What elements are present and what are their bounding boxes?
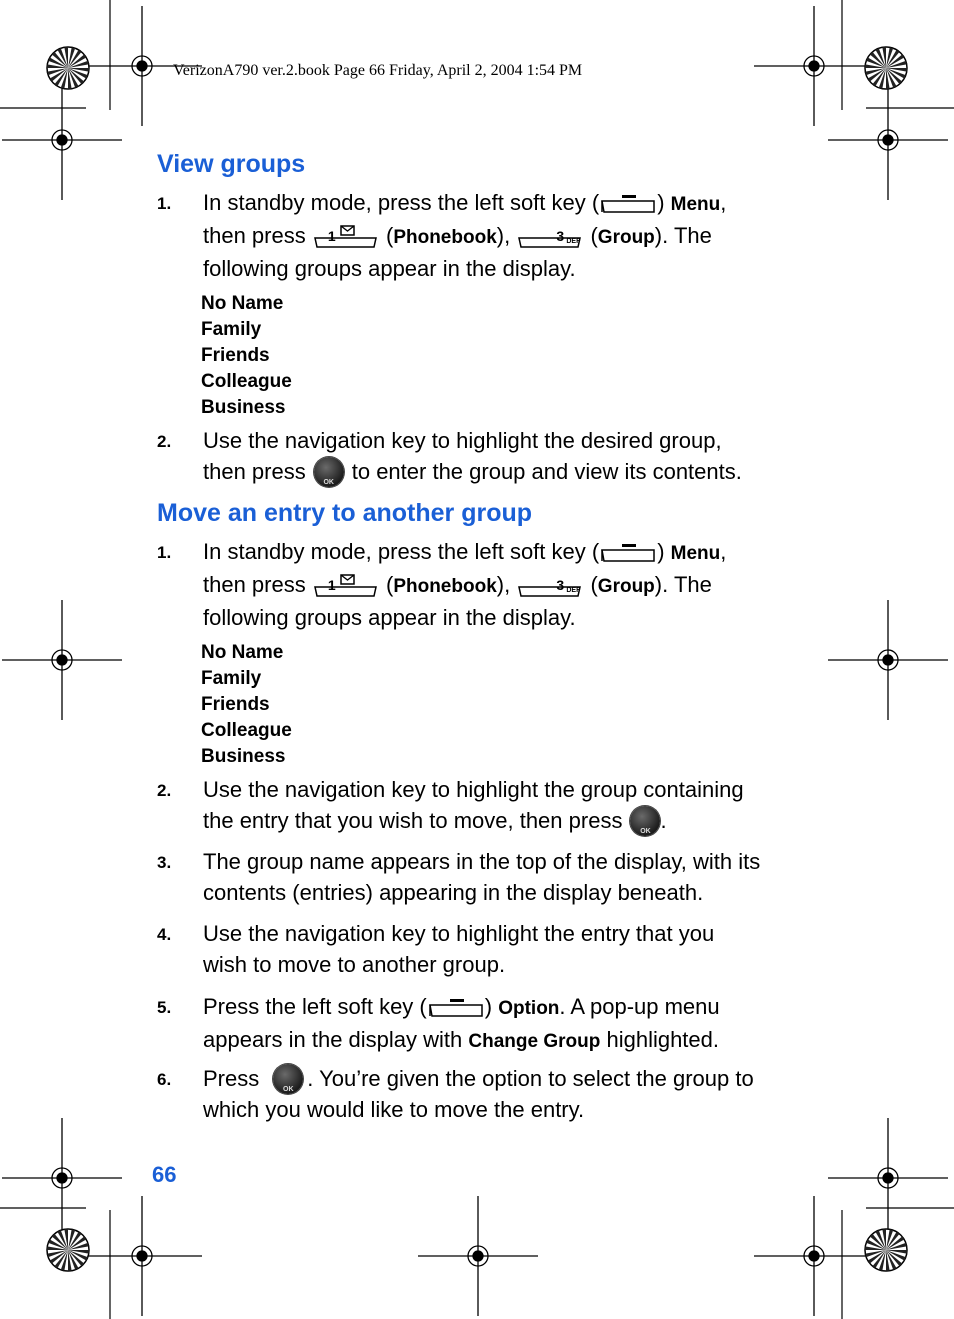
starburst-mark [47, 1229, 89, 1271]
step-text-part: which you would like to move the entry. [203, 1097, 585, 1122]
group-item: Colleague [201, 720, 292, 741]
ok-key-icon [273, 1064, 303, 1094]
step-text-part: , [720, 190, 727, 215]
key-1-icon [314, 572, 378, 598]
step-text-part: following groups appear in the display. [203, 256, 576, 281]
step-text-part: then press [203, 223, 306, 248]
step-text-part: In standby mode, press the left soft key ( [203, 539, 600, 564]
step-number: 2. [157, 781, 172, 800]
step-text-part: Use the navigation key to highlight the desired group, [203, 428, 722, 453]
step-text-part: , [720, 539, 727, 564]
step-text-part: Press the left soft key ( [203, 994, 427, 1019]
key-letters: DEF [566, 587, 581, 594]
step-text-part: Use the navigation key to highlight the group containing [203, 777, 744, 802]
menu-label: Menu [670, 194, 721, 215]
step-text-part: then press [203, 459, 306, 484]
step-text-part: then press [203, 572, 306, 597]
step-text-part: to enter the group and view its contents. [351, 459, 742, 484]
step-text-part: . [660, 808, 667, 833]
step-number: 3. [157, 853, 172, 872]
registration-target [2, 1118, 122, 1238]
step-text [203, 991, 793, 1057]
step-text-part: appears in the display with [203, 1027, 463, 1052]
ok-key-icon [630, 806, 660, 836]
step-number: 2. [157, 432, 172, 451]
starburst-mark [865, 47, 907, 89]
section-title-view-groups: View groups [157, 150, 306, 178]
starburst-mark [47, 47, 89, 89]
key-3-icon [518, 223, 582, 249]
step-text-part: following groups appear in the display. [203, 605, 576, 630]
print-header: VerizonA790 ver.2.book Page 66 Friday, April 2, 2004 1:54 PM [173, 62, 583, 79]
registration-target [2, 80, 122, 200]
ok-key-label: OK [323, 479, 334, 486]
group-item: Business [201, 397, 286, 418]
group-list [201, 291, 292, 421]
registration-target [754, 6, 874, 126]
step-text: In standby mode, press the left soft key ( ) Menu, then press 1 (Phonebook), 3 DEF (Group). The following groups appear in the display. [203, 539, 727, 630]
step-text-part: ), [496, 223, 511, 248]
step-text-part: Press [203, 1066, 260, 1091]
step-text [203, 846, 793, 908]
step-text-part: highlighted. [606, 1027, 720, 1052]
step-text [203, 425, 793, 487]
key-letters: DEF [566, 238, 581, 245]
key-1-icon [314, 223, 378, 249]
step-text-part: ) [657, 539, 671, 564]
registration-target [82, 1196, 202, 1316]
step-text-part: ), [496, 572, 511, 597]
key-3-icon [518, 572, 582, 598]
step-text-part: ). The [654, 223, 712, 248]
left-soft-key-icon [600, 540, 656, 560]
group-item: Colleague [201, 371, 292, 392]
registration-target [828, 1118, 948, 1238]
step-text-part: the entry that you wish to move, then press [203, 808, 623, 833]
group-item: Friends [201, 694, 270, 715]
key-label: 1 [327, 228, 336, 244]
step-number: 1. [157, 543, 172, 562]
ok-key-label: OK [640, 828, 651, 835]
section-title-move-entry: Move an entry to another group [157, 499, 533, 527]
step-number: 6. [157, 1070, 172, 1089]
group-list [201, 640, 292, 770]
registration-target [754, 1196, 874, 1316]
registration-target [418, 1196, 538, 1316]
step-text: In standby mode, press the left soft key ( ) Menu, then press 1 (Phonebook), 3 DEF (Group). The following groups appear in the display. [203, 190, 727, 281]
group-label: Group [597, 576, 655, 597]
step-text-part: ) [657, 190, 671, 215]
key-label: 3 [556, 228, 565, 244]
step-text-part: contents (entries) appearing in the display beneath. [203, 880, 704, 905]
step-text [203, 1063, 793, 1125]
ok-key-label: OK [283, 1086, 294, 1093]
phonebook-label: Phonebook [393, 576, 497, 597]
option-label: Option [498, 998, 560, 1019]
step-text-part: Use the navigation key to highlight the entry that you [203, 921, 715, 946]
step-number: 1. [157, 194, 172, 213]
group-item: No Name [201, 642, 284, 663]
step-text-part: ) [484, 994, 499, 1019]
step-number: 5. [157, 998, 172, 1017]
step-number: 4. [157, 925, 172, 944]
registration-target [828, 80, 948, 200]
step-text-part: . A pop-up menu [559, 994, 720, 1019]
step-text [203, 918, 793, 980]
ok-key-icon [314, 457, 344, 487]
step-text-part: . You’re given the option to select the group to [307, 1066, 754, 1091]
phonebook-label: Phonebook [393, 227, 497, 248]
starburst-mark [865, 1229, 907, 1271]
page-number: 66 [152, 1162, 177, 1187]
group-item: Friends [201, 345, 270, 366]
step-text-part: wish to move to another group. [203, 952, 506, 977]
left-soft-key-icon [600, 191, 656, 211]
registration-target [828, 600, 948, 720]
key-label: 3 [556, 577, 565, 593]
step-text-part: ). The [654, 572, 712, 597]
group-item: No Name [201, 293, 284, 314]
left-soft-key-icon [428, 995, 484, 1015]
step-text [203, 774, 793, 836]
group-item: Family [201, 319, 262, 340]
registration-target [2, 600, 122, 720]
step-text-part: The group name appears in the top of the display, with its [203, 849, 761, 874]
group-item: Family [201, 668, 262, 689]
step-text-part: In standby mode, press the left soft key ( [203, 190, 600, 215]
menu-label: Menu [670, 543, 721, 564]
group-item: Business [201, 746, 286, 767]
change-group-label: Change Group [468, 1031, 601, 1052]
group-label: Group [597, 227, 655, 248]
key-label: 1 [327, 577, 336, 593]
